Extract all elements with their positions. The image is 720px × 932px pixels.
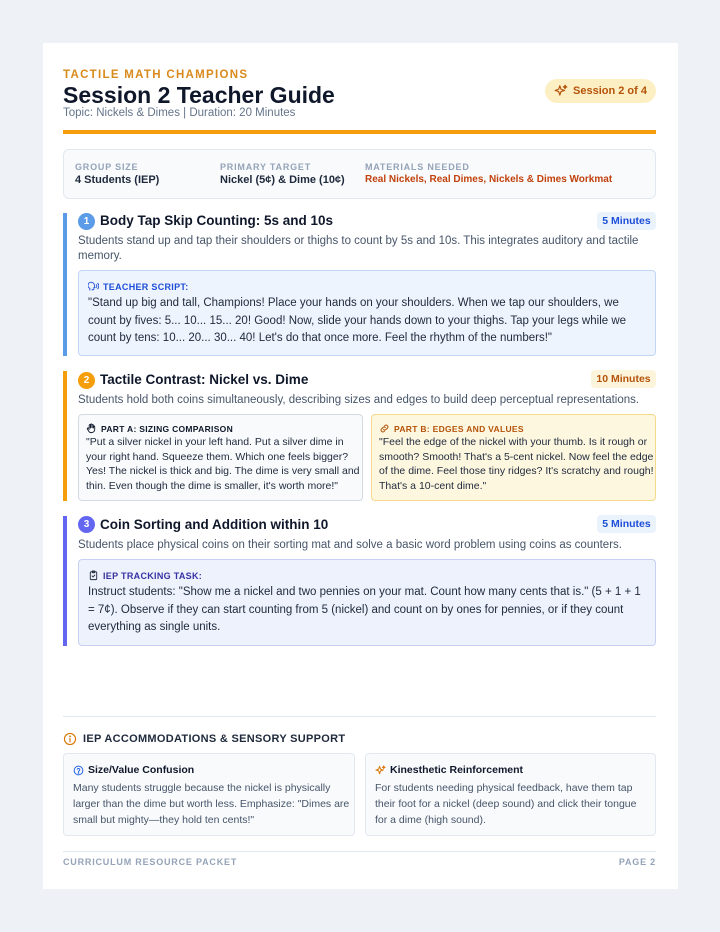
iep-task-label-row — [88, 570, 202, 581]
program-kicker: TACTILE MATH CHAMPIONS — [63, 69, 249, 81]
clipboard-icon — [88, 570, 99, 581]
header-rule — [63, 130, 656, 134]
group-size-label: GROUP SIZE — [75, 162, 139, 172]
part-a-box — [78, 414, 363, 501]
page-subtitle: Topic: Nickels & Dimes | Duration: 20 Minutes — [63, 107, 296, 119]
part-b-box — [371, 414, 656, 501]
section-1-description: Students stand up and tap their shoulders or thighs to count by 5s and 10s. This integrates auditory and tactile memory. — [78, 235, 639, 262]
primary-target-label: PRIMARY TARGET — [220, 162, 312, 172]
iep-task-text: Instruct students: "Show me a nickel and two pennies on your mat. Count how many cents that is." (5 + 1 + 1 = 7¢). Observe if they can start counting from 5 (nickel) and count on by ones for pennies, or if they count everything as single units. — [88, 586, 641, 633]
footer-left: CURRICULUM RESOURCE PACKET — [63, 857, 238, 867]
teacher-script-label: TEACHER SCRIPT: — [103, 281, 189, 292]
accommodation-card-2-title: Kinesthetic Reinforcement — [390, 764, 524, 776]
speaking-head-icon — [88, 281, 99, 292]
accommodation-card-2 — [365, 753, 656, 836]
teacher-script-label-row — [88, 281, 189, 292]
meta-panel — [63, 149, 656, 199]
iep-task-box — [78, 559, 656, 646]
accommodation-card-1-title: Size/Value Confusion — [88, 764, 195, 776]
section-3-accent-bar — [63, 516, 67, 646]
materials-value: Real Nickels, Real Dimes, Nickels & Dimes Workmat — [365, 174, 613, 185]
section-3-title: Coin Sorting and Addition within 10 — [100, 517, 329, 532]
part-a-text: "Put a silver nickel in your left hand. Put a silver dime in your right hand. Squeeze them. Which one feels bigger? Yes! The nickel is thick and big. The dime is very small and thin. Even though the dime is smaller, it's worth more!" — [86, 436, 360, 492]
section-2-title: Tactile Contrast: Nickel vs. Dime — [100, 372, 309, 387]
part-b-text: "Feel the edge of the nickel with your thumb. Is it rough or smooth? Smooth! That's a 5-cent nickel. Now feel the edge of the dime. Feel those tiny ridges? It's scratchy and rough! That's a 10-cent dime." — [379, 436, 654, 492]
question-icon — [73, 765, 84, 776]
session-badge-label: Session 2 of 4 — [573, 85, 647, 97]
sparkle-icon — [375, 765, 386, 776]
section-2-duration: 10 Minutes — [591, 370, 656, 388]
part-b-label-row — [379, 423, 524, 434]
section-2-description: Students hold both coins simultaneously, describing sizes and edges to build deep perceptual representations. — [78, 394, 640, 406]
section-1-title: Body Tap Skip Counting: 5s and 10s — [100, 213, 334, 228]
sparkle-icon — [554, 84, 568, 98]
section-3-description: Students place physical coins on their sorting mat and solve a basic word problem using coins as counters. — [78, 539, 622, 551]
part-a-label-row — [86, 423, 233, 434]
link-icon — [379, 423, 390, 434]
page-title: Session 2 Teacher Guide — [63, 82, 335, 108]
hand-icon — [86, 423, 97, 434]
part-b-label: PART B: EDGES AND VALUES — [394, 423, 524, 434]
footer-page-number: PAGE 2 — [618, 857, 656, 867]
accommodations-title: IEP ACCOMMODATIONS & SENSORY SUPPORT — [83, 733, 346, 745]
section-2-number: 2 — [78, 372, 95, 389]
guide-page — [43, 43, 678, 889]
accommodation-card-1-text: Many students struggle because the nickel is physically larger than the dime but worth less. Emphasize: "Dimes are small but mighty—they hold ten cents!" — [73, 782, 350, 826]
accommodation-card-2-text: For students needing physical feedback, have them tap their foot for a nickel (deep sound) and click their tongue for a dime (high sound). — [375, 782, 637, 826]
section-1-number: 1 — [78, 213, 95, 230]
section-3-number: 3 — [78, 516, 95, 533]
group-size-value: 4 Students (IEP) — [75, 174, 160, 186]
iep-task-label: IEP TRACKING TASK: — [103, 570, 203, 581]
part-a-label: PART A: SIZING COMPARISON — [101, 423, 234, 434]
accommodations-divider — [63, 716, 656, 717]
section-1-duration: 5 Minutes — [597, 212, 656, 230]
accommodation-card-1 — [63, 753, 355, 836]
footer-rule — [63, 851, 656, 852]
materials-label: MATERIALS NEEDED — [365, 162, 470, 172]
primary-target-value: Nickel (5¢) & Dime (10¢) — [220, 174, 345, 186]
accommodations-heading — [63, 732, 345, 746]
section-3-duration: 5 Minutes — [597, 515, 656, 533]
section-1-accent-bar — [63, 213, 67, 356]
info-icon — [63, 732, 77, 746]
teacher-script-text: "Stand up big and tall, Champions! Place your hands on your shoulders. When we tap our shoulders, we count by fives: 5... 10... 15... 20! Good! Now, slide your hands down to your thighs. Tap your legs while we count by tens: 10... 20... 30... 40! Let's do that once more. Feel the rhythm of the numbers!" — [88, 297, 627, 344]
section-2-accent-bar — [63, 371, 67, 501]
accommodation-card-1-title-row — [73, 764, 194, 776]
accommodation-card-2-title-row — [375, 764, 523, 776]
session-badge — [545, 79, 656, 103]
teacher-script-box — [78, 270, 656, 356]
